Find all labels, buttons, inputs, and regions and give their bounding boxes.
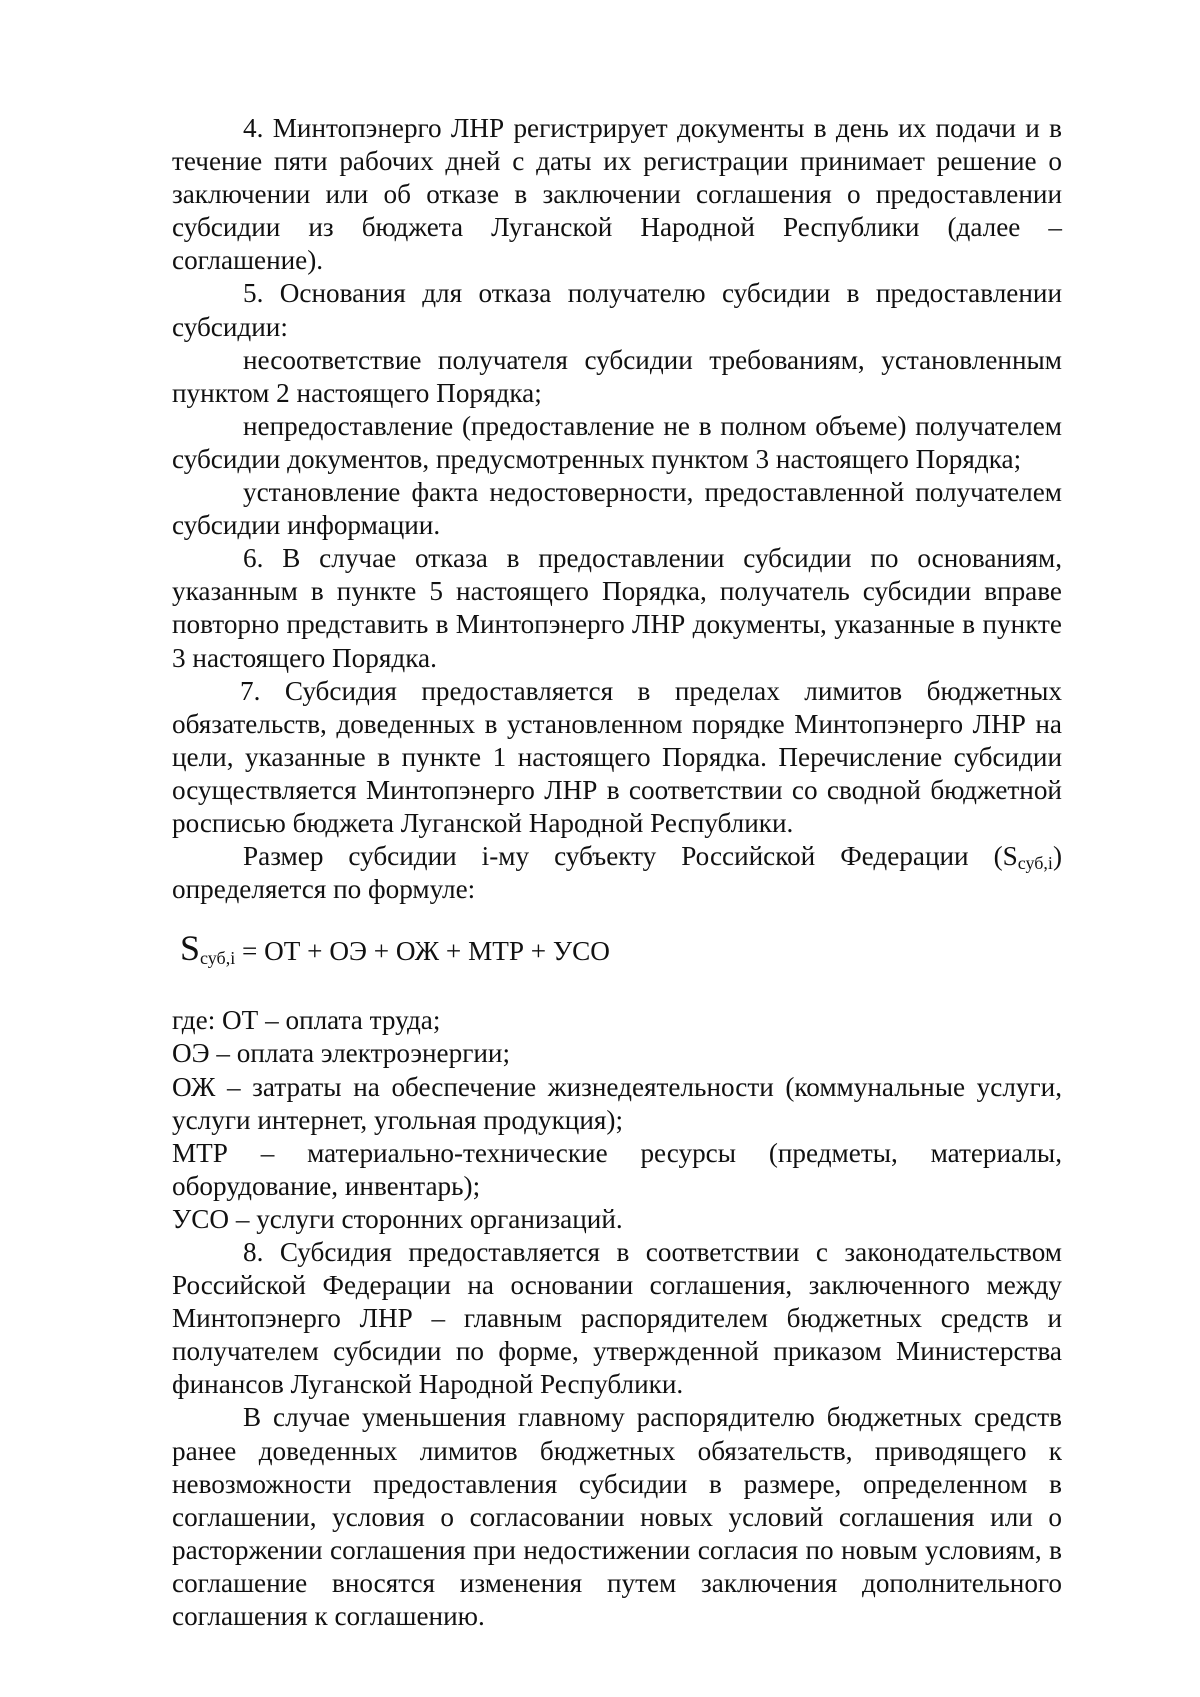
paragraph-4: 4. Минтопэнерго ЛНР регистрирует документы в день их подачи и в течение пяти рабочих дней с даты их регистрации принимает решение о заключении или об отказе в заключении соглашения о предоставлении субсидии из бюджета Луганской Народной Республики (далее – соглашение). — [172, 113, 1062, 276]
formula-symbol: S — [180, 928, 201, 969]
definition-ozh: ОЖ – затраты на обеспечение жизнедеятельности (коммунальные услуги, услуги интернет, угольная продукция); — [172, 1071, 1062, 1135]
paragraph-5-reason-2: непредоставление (предоставление не в полном объеме) получателем субсидии документов, предусмотренных пунктом 3 настоящего Порядка; — [172, 410, 1062, 474]
paragraph-6: 6. В случае отказа в предоставлении субсидии по основаниям, указанным в пункте 5 настоящего Порядка, получатель субсидии вправе повторно представить в Минтопэнерго ЛНР документы, указанные в пункте 3 настоящего Порядка. — [172, 543, 1062, 673]
paragraph-9: В случае уменьшения главному распорядителю бюджетных средств ранее доведенных лимитов бюджетных обязательств, приводящего к невозможности предоставления субсидии в размере, определенном в соглашении, условия о согласовании новых условий соглашения или о расторжении соглашения при недостижении согласия по новым условиям, в соглашение вносятся изменения путем заключения дополнительного соглашения к соглашению. — [172, 1402, 1062, 1632]
subsidy-formula — [172, 928, 1062, 969]
subsidy-size-subscript: суб,i — [1017, 853, 1053, 874]
definition-oe: ОЭ – оплата электроэнергии; — [172, 1038, 510, 1069]
paragraph-7: 7. Субсидия предоставляется в пределах лимитов бюджетных обязательств, доведенных в установленном порядке Минтопэнерго ЛНР на цели, указанные в пункте 1 настоящего Порядка. Перечисление субсидии осуществляется Минтопэнерго ЛНР в соответствии со сводной бюджетной росписью бюджета Луганской Народной Республики. — [172, 675, 1062, 838]
subsidy-size-text: Размер субсидии i-му субъекту Российской Федерации (S — [243, 841, 1018, 872]
subsidy-size-close: ) — [1052, 841, 1062, 872]
paragraph-5-reason-1: несоответствие получателя субсидии требованиям, установленным пунктом 2 настоящего Порядка; — [172, 344, 1062, 408]
subsidy-size-sentence — [172, 840, 1062, 906]
subsidy-size-text-2: определяется по формуле: — [172, 874, 476, 905]
paragraph-8: 8. Субсидия предоставляется в соответствии с законодательством Российской Федерации на основании соглашения, заключенного между Минтопэнерго ЛНР – главным распорядителем бюджетных средств и получателем субсидии по форме, утвержденной приказом Министерства финансов Луганской Народной Республики. — [172, 1237, 1062, 1400]
formula-rhs: = ОТ + ОЭ + ОЖ + МТР + УСО — [235, 936, 610, 967]
paragraph-5: 5. Основания для отказа получателю субсидии в предоставлении субсидии: — [172, 278, 1062, 342]
definition-uso: УСО – услуги сторонних организаций. — [172, 1203, 623, 1234]
formula-subscript: суб,i — [200, 948, 236, 969]
paragraph-5-reason-3: установление факта недостоверности, предоставленной получателем субсидии информации. — [172, 477, 1062, 541]
definition-ot: где: ОТ – оплата труда; — [172, 1005, 441, 1036]
definition-mtr: МТР – материально-технические ресурсы (предметы, материалы, оборудование, инвентарь); — [172, 1137, 1062, 1201]
